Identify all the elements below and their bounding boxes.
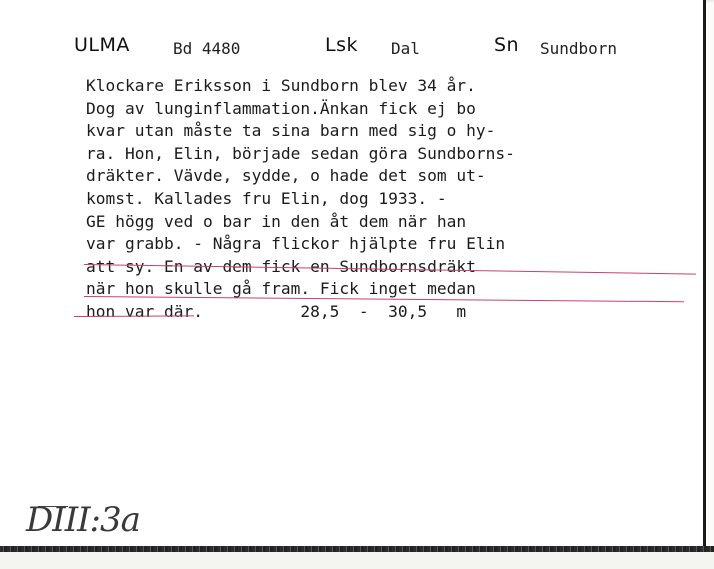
sn-label: Sn: [494, 34, 520, 56]
ulma-value: Bd 4480: [173, 39, 241, 58]
text-line: ra. Hon, Elin, började sedan göra Sundborns-: [86, 143, 515, 163]
sn-value: Sundborn: [540, 39, 618, 58]
scan-edge-noise: [0, 546, 714, 552]
lsk-value: Dal: [391, 39, 420, 58]
text-line: GE högg ved o bar in den åt dem när han: [86, 211, 467, 231]
archive-mark: DIII:3a: [26, 500, 140, 540]
text-line: att sy. En av dem fick en Sundbornsdräkt: [86, 256, 476, 276]
text-line: hon var där. 28,5 - 30,5 m: [86, 301, 467, 321]
ulma-label: ULMA: [74, 34, 130, 56]
text-line: Dog av lunginflammation.Änkan fick ej bo: [86, 98, 476, 118]
text-line: Klockare Eriksson i Sundborn blev 34 år.: [86, 76, 476, 95]
card-header: [0, 34, 706, 70]
card-body-text: [86, 75, 696, 324]
text-line: dräkter. Vävde, sydde, o hade det som ut-: [86, 166, 486, 186]
card-bottom-edge: [0, 546, 714, 569]
text-line: var grabb. - Några flickor hjälpte fru Elin: [86, 234, 506, 254]
lsk-label: Lsk: [325, 34, 358, 56]
text-line: kvar utan måste ta sina barn med sig o hy-: [86, 121, 496, 141]
text-line: när hon skulle gå fram. Fick inget medan: [86, 279, 476, 299]
text-line: komst. Kallades fru Elin, dog 1933. -: [86, 188, 447, 208]
